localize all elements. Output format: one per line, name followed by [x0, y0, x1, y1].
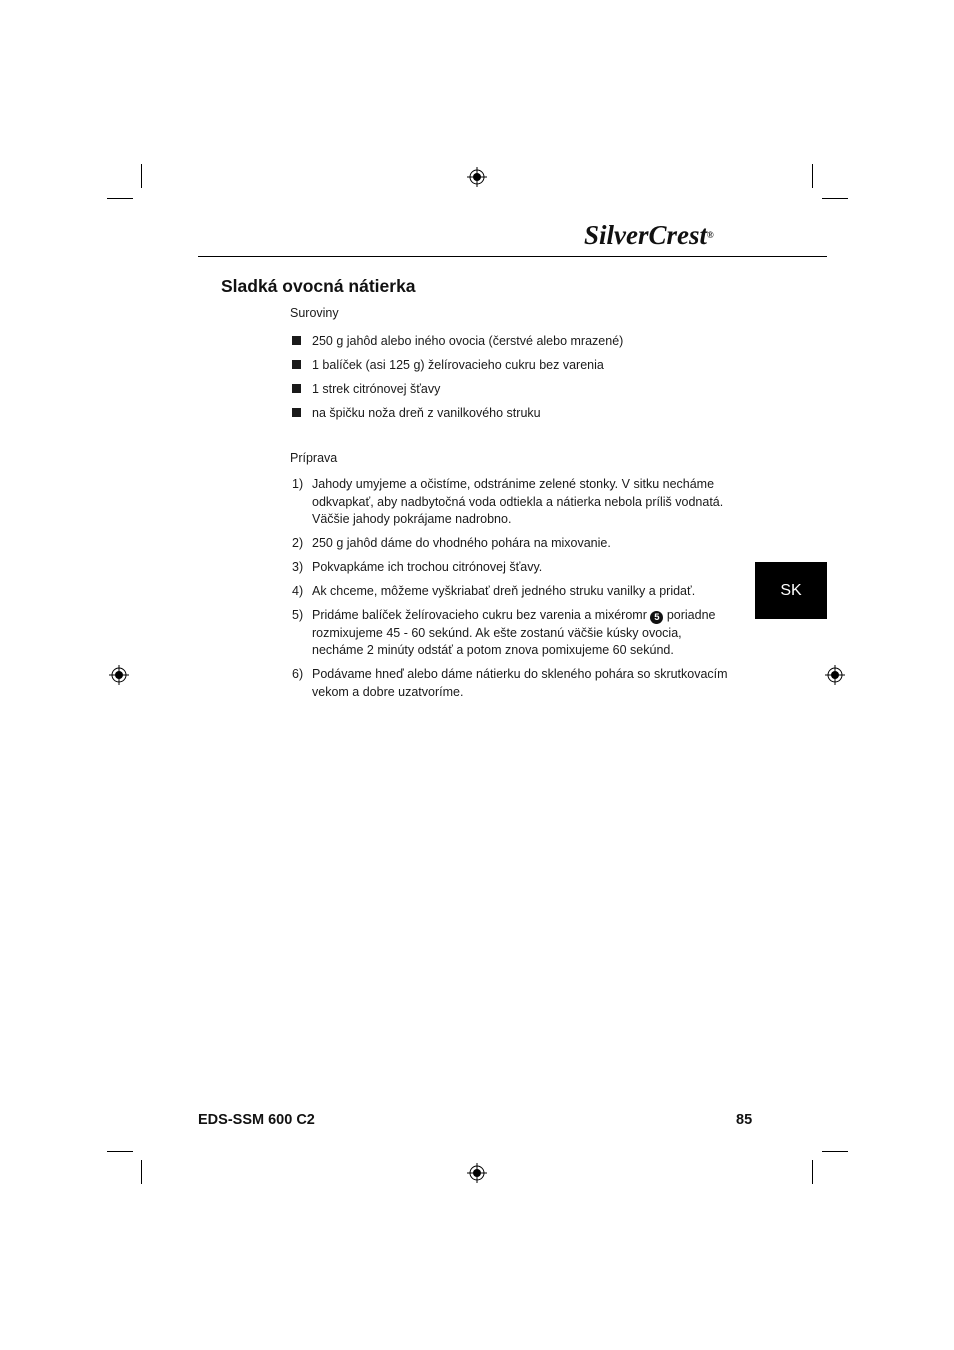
model-number: EDS-SSM 600 C2 [198, 1112, 315, 1128]
page-title: Sladká ovocná nátierka [221, 276, 416, 296]
brand-logo [584, 220, 714, 250]
registration-mark-icon [467, 167, 487, 187]
registered-mark: ® [707, 230, 714, 240]
registration-mark-icon [467, 1163, 487, 1183]
registration-mark-icon [109, 665, 129, 685]
bullet-square-icon [292, 360, 301, 369]
step-text: 250 g jahôd dáme do vhodného pohára na mixovanie. [312, 536, 611, 550]
list-item-text: na špičku noža dreň z vanilkového struku [312, 406, 541, 420]
bullet-square-icon [292, 408, 301, 417]
ingredients-heading: Suroviny [290, 306, 339, 320]
step-text-part: poriadne rozmixujeme 45 - 60 sekúnd. Ak ešte zostanú väčšie kúsky ovocia, necháme 2 minúty odstáť a potom znova pomixujeme 60 sekúnd. [312, 608, 716, 657]
crop-mark [822, 1151, 848, 1152]
list-item-text: 1 strek citrónovej šťavy [312, 382, 441, 396]
step-text: Ak chceme, môžeme vyškriabať dreň jedného struku vanilky a pridať. [312, 584, 696, 598]
step-item [292, 666, 732, 701]
step-number: 2) [292, 536, 304, 550]
list-item-text: 1 balíček (asi 125 g) želírovacieho cukru bez varenia [312, 358, 604, 372]
step-item [292, 607, 732, 660]
header-rule [198, 256, 827, 257]
step-number: 3) [292, 560, 304, 574]
step-item [292, 476, 732, 529]
page-number: 85 [736, 1112, 753, 1128]
list-item-text: 250 g jahôd alebo iného ovocia (čerstvé alebo mrazené) [312, 334, 624, 348]
crop-mark [812, 164, 813, 188]
step-number: 4) [292, 584, 304, 598]
crop-mark [812, 1160, 813, 1184]
step-number: 1) [292, 477, 304, 491]
step-text: Podávame hneď alebo dáme nátierku do skleného pohára so skrutkovacím vekom a dobre uzatvoríme. [312, 667, 728, 699]
step-item [292, 583, 732, 601]
crop-mark [141, 1160, 142, 1184]
bullet-square-icon [292, 336, 301, 345]
step-text: Pokvapkáme ich trochou citrónovej šťavy. [312, 560, 543, 574]
step-number: 6) [292, 667, 304, 681]
crop-mark [107, 1151, 133, 1152]
part-number-badge: 5 [650, 611, 663, 624]
crop-mark [822, 198, 848, 199]
step-item [292, 535, 732, 553]
bullet-square-icon [292, 384, 301, 393]
crop-mark [107, 198, 133, 199]
step-item [292, 559, 732, 577]
crop-mark [141, 164, 142, 188]
brand-name: SilverCrest [584, 220, 708, 250]
step-text [312, 607, 732, 660]
language-tab: SK [755, 562, 827, 619]
step-text: Jahody umyjeme a očistíme, odstránime zelené stonky. V sitku necháme odkvapkať, aby nadbytočná voda odtiekla a nátierka nebola príliš vodnatá. Väčšie jahody pokrájame nadrobno. [312, 477, 724, 526]
registration-mark-icon [825, 665, 845, 685]
step-number: 5) [292, 608, 304, 622]
preparation-heading: Príprava [290, 451, 338, 465]
step-text-part: Pridáme balíček želírovacieho cukru bez varenia a mixéromr [312, 608, 647, 622]
